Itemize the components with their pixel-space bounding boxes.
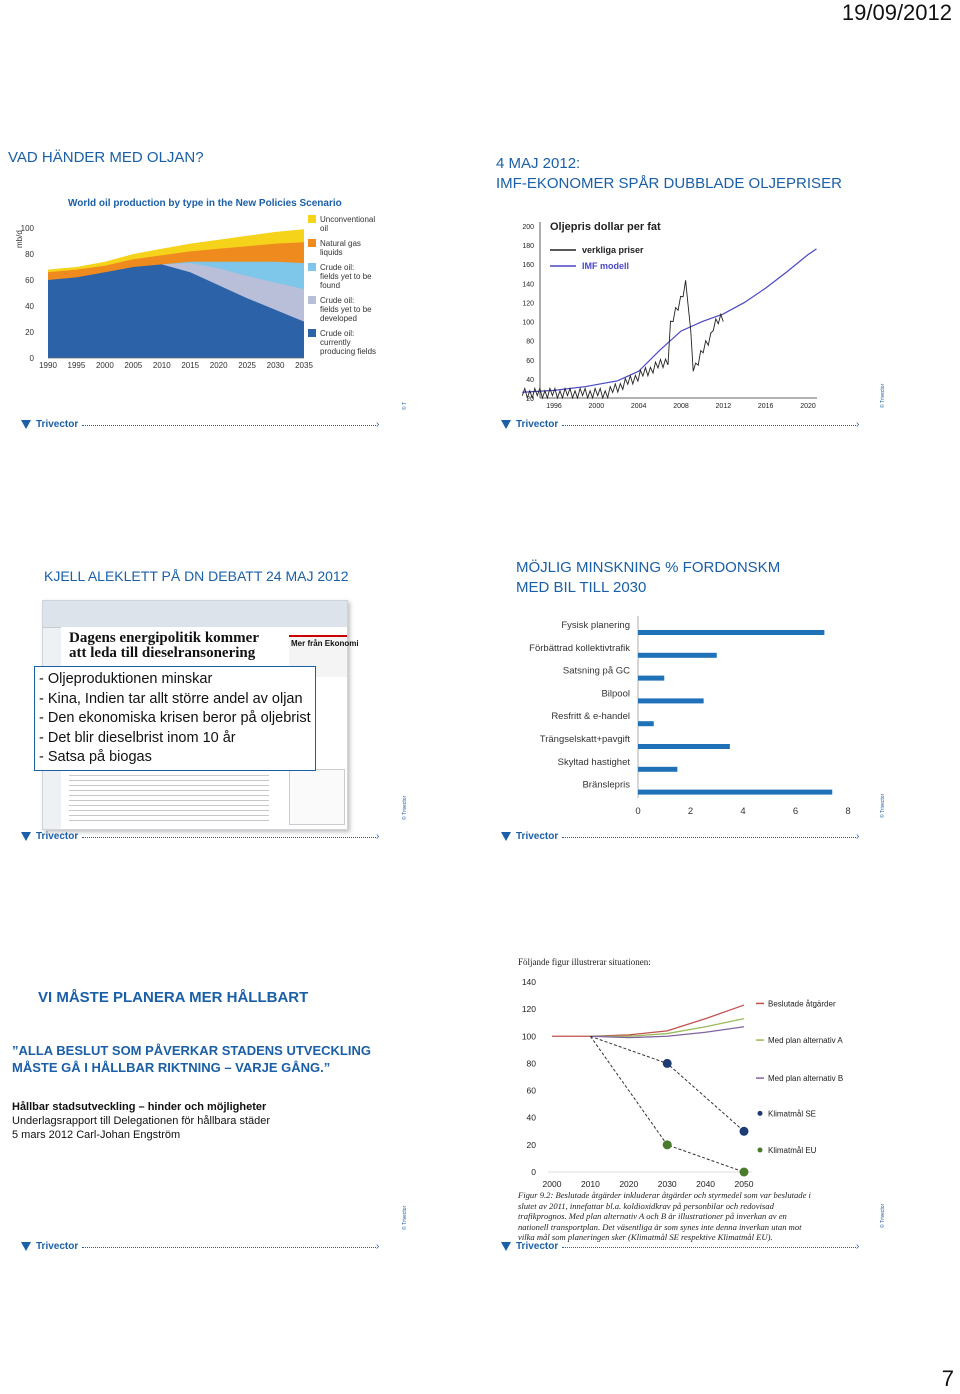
y-tick-label: 140 <box>521 977 536 987</box>
legend-label: Crude oil: <box>320 296 355 305</box>
y-tick-label: 80 <box>526 338 534 346</box>
trivector-logo <box>20 830 78 842</box>
slide-reduction-chart <box>480 550 960 850</box>
y-tick-label: 100 <box>522 319 534 327</box>
category-label: Skyltad hastighet <box>557 756 630 768</box>
x-tick-label: 6 <box>792 806 799 817</box>
caption-line-1: Figur 9.2: Beslutade åtgärder inkluderar åtgärder och styrmedel som var beslutade i <box>518 1190 811 1200</box>
trivector-mark-icon <box>500 1240 512 1252</box>
slide-title: KJELL ALEKLETT PÅ DN DEBATT 24 MAJ 2012 <box>44 568 349 584</box>
legend-label: fields yet to be <box>320 305 372 314</box>
x-ticks <box>546 403 816 410</box>
article-headline <box>69 631 259 661</box>
trivector-logo <box>20 1240 78 1252</box>
legend-label: found <box>320 281 341 290</box>
sidebar-label: Mer från Ekonomi <box>291 639 359 648</box>
legend-label: Natural gas <box>320 239 361 248</box>
legend-label: currently <box>320 338 351 347</box>
quote-line-2: MÅSTE GÅ I HÅLLBAR RIKTNING – VARJE GÅNG.” <box>12 1060 331 1075</box>
footer-divider <box>562 425 856 426</box>
imf-model-line <box>522 249 816 392</box>
chart-legend <box>756 999 843 1155</box>
bar <box>638 721 654 726</box>
legend-label: Klimatmål EU <box>768 1146 817 1155</box>
y-ticks <box>522 224 534 403</box>
chart-title: World oil production by type in the New Policies Scenario <box>68 198 342 209</box>
legend-swatch <box>308 215 316 223</box>
x-tick-label: 2035 <box>295 361 313 370</box>
target-point-eu <box>740 1168 749 1177</box>
x-tick-label: 2010 <box>580 1179 600 1189</box>
x-tick-label: 8 <box>845 806 851 817</box>
y-tick-label: 100 <box>20 224 34 233</box>
footer-divider <box>82 1247 376 1248</box>
x-tick-label: 2 <box>687 806 694 817</box>
footer-arrow-icon: › <box>856 1241 860 1252</box>
caption-line-4: nationell transportplan. Det väsentliga är som synes inte denna inverkan utan mot <box>518 1221 802 1232</box>
x-ticks <box>543 1179 754 1189</box>
slide-title: VI MÅSTE PLANERA MER HÅLLBART <box>38 989 309 1006</box>
x-tick-label: 2000 <box>588 403 605 410</box>
trivector-mark-icon <box>500 830 512 842</box>
legend-label: Crude oil: <box>320 329 355 338</box>
chart-legend <box>308 215 376 356</box>
copyright-vertical: © Trivector <box>880 1203 886 1228</box>
trivector-mark-icon <box>20 1240 32 1252</box>
target-point-se <box>663 1059 672 1068</box>
bar <box>638 630 824 635</box>
source-title: Hållbar stadsutveckling – hinder och möjligheter <box>12 1101 267 1113</box>
x-tick-label: 2005 <box>124 361 143 370</box>
target-point-eu <box>663 1140 672 1149</box>
y-tick-label: 40 <box>25 302 34 311</box>
footer-arrow-icon: › <box>856 831 860 842</box>
footer-divider <box>562 1247 856 1248</box>
trivector-mark-icon <box>20 418 32 430</box>
category-labels <box>529 620 630 791</box>
bars <box>638 630 832 795</box>
legend-label: Crude oil: <box>320 263 355 272</box>
caption-line-3: trafikprognos. Med plan alternativ A och B är illustrationer på inverkan av en <box>518 1211 787 1222</box>
x-tick-label: 2015 <box>181 361 200 370</box>
footer-divider <box>82 837 376 838</box>
x-tick-label: 1990 <box>39 361 57 370</box>
figure-caption <box>518 1190 811 1243</box>
trivector-logo <box>20 418 78 430</box>
legend-label: fields yet to be <box>320 272 372 281</box>
oil-price-chart <box>512 216 822 411</box>
x-tick-label: 2050 <box>734 1179 754 1189</box>
x-tick-label: 2020 <box>619 1179 639 1189</box>
bar <box>638 744 730 749</box>
bullet-5: - Satsa på biogas <box>39 749 152 765</box>
category-label: Trängselskatt+pavgift <box>539 734 630 745</box>
y-tick-label: 80 <box>526 1058 536 1069</box>
legend-label: Unconventional <box>320 215 376 224</box>
y-tick-label: 100 <box>521 1031 536 1042</box>
target-line-eu <box>590 1036 744 1172</box>
x-tick-label: 2000 <box>95 361 114 370</box>
bullet-3: - Den ekonomiska krisen beror på oljebrist <box>39 710 311 726</box>
y-tick-label: 40 <box>526 376 534 384</box>
y-tick-label: 180 <box>522 243 534 251</box>
bar <box>638 767 677 772</box>
x-tick-label: 4 <box>740 806 746 817</box>
x-tick-label: 0 <box>635 806 641 817</box>
reduction-bar-chart <box>480 612 880 822</box>
footer-divider <box>82 425 376 426</box>
y-tick-label: 200 <box>522 224 534 231</box>
legend-label: producing fields <box>320 347 377 356</box>
title-line-2: MED BIL TILL 2030 <box>516 579 647 596</box>
x-tick-label: 2030 <box>266 361 285 370</box>
logo-text: Trivector <box>36 418 79 430</box>
emission-scenario-chart <box>512 954 872 1192</box>
source-line-3: 5 mars 2012 Carl-Johan Engström <box>12 1129 181 1141</box>
x-tick-label: 2030 <box>657 1179 677 1189</box>
logo-text: Trivector <box>516 1240 559 1252</box>
title-line-1: MÖJLIG MINSKNING % FORDONSKM <box>516 559 781 576</box>
legend-swatch <box>308 329 316 337</box>
bar <box>638 676 664 681</box>
article-body-lines <box>69 771 269 823</box>
copyright-vertical: © Trivector <box>402 1205 408 1230</box>
x-tick-label: 1995 <box>67 361 86 370</box>
bullet-4: - Det blir dieselbrist inom 10 år <box>39 729 236 746</box>
logo-text: Trivector <box>516 830 559 842</box>
quote <box>12 1042 371 1076</box>
bar <box>638 698 704 703</box>
footer-arrow-icon: › <box>376 1241 380 1252</box>
slide-title <box>496 154 842 194</box>
legend-swatch <box>308 263 316 271</box>
footer-arrow-icon: › <box>376 831 380 842</box>
trivector-mark-icon <box>20 830 32 842</box>
source-reference <box>12 1100 270 1142</box>
x-tick-label: 2020 <box>209 361 228 370</box>
chart-legend <box>550 245 644 271</box>
page-number: 7 <box>941 1366 954 1391</box>
copyright-vertical: © Trivector <box>880 793 886 818</box>
category-label: Bränslepris <box>582 779 630 791</box>
x-tick-label: 2008 <box>673 403 689 410</box>
area-series <box>48 229 304 358</box>
legend-label: developed <box>320 314 357 323</box>
logo-text: Trivector <box>516 418 559 430</box>
y-tick-label: 60 <box>526 1085 536 1096</box>
slide-plan-sustainably <box>0 960 480 1260</box>
browser-toolbar <box>43 601 347 628</box>
y-tick-label: 140 <box>522 281 534 289</box>
x-tick-label: 2016 <box>757 403 774 410</box>
slide-title <box>516 558 780 598</box>
scenario-line <box>552 1005 744 1036</box>
legend-label: Beslutade åtgärder <box>768 999 836 1009</box>
headline-line-2: att leda till dieselransonering <box>69 645 256 661</box>
y-tick-label: 20 <box>526 396 534 403</box>
x-tick-label: 2040 <box>696 1179 716 1189</box>
title-line-2: IMF-EKONOMER SPÅR DUBBLADE OLJEPRISER <box>496 175 842 192</box>
caption-line-5: vilka mål som planeringen sker (Klimatmål SE respektive Klimatmål EU). <box>518 1232 773 1243</box>
legend-label: oil <box>320 224 329 233</box>
category-label: Förbättrad kollektivtrafik <box>529 642 630 654</box>
y-tick-label: 120 <box>522 300 534 308</box>
chart-heading: Följande figur illustrerar situationen: <box>518 957 651 967</box>
x-tick-label: 2000 <box>542 1179 562 1189</box>
caption-line-2: slutet av 2011, innefattar bl.a. koldioxidkrav på personbilar och redovisad <box>518 1200 774 1211</box>
summary-callout <box>34 666 316 771</box>
page-date: 19/09/2012 <box>841 0 952 25</box>
slide-emission-scenarios <box>480 950 960 1260</box>
x-tick-label: 2012 <box>715 403 732 410</box>
target-line-se <box>590 1036 744 1131</box>
y-tick-label: 60 <box>25 276 34 285</box>
copyright-vertical: © Trivector <box>880 383 886 408</box>
x-ticks <box>39 361 313 370</box>
chart-title: Oljepris dollar per fat <box>550 221 661 233</box>
y-tick-label: 0 <box>29 354 34 363</box>
category-label: Resfritt & e-handel <box>551 711 630 723</box>
source-line-2: Underlagsrapport till Delegationen för hållbara städer <box>12 1115 271 1127</box>
x-tick-label: 2020 <box>800 403 816 410</box>
legend-label: Klimatmål SE <box>768 1109 817 1119</box>
y-tick-label: 40 <box>526 1112 536 1123</box>
slide-title: VAD HÄNDER MED OLJAN? <box>8 149 204 166</box>
scenario-lines <box>548 1005 752 1176</box>
actual-price-line <box>522 280 723 398</box>
article-mini-chart <box>289 769 345 825</box>
target-point-se <box>740 1127 749 1136</box>
legend-swatch <box>758 1111 763 1116</box>
y-ticks <box>522 977 536 1177</box>
category-label: Bilpool <box>601 688 630 700</box>
x-tick-label: 1996 <box>546 403 562 410</box>
trivector-mark-icon <box>500 418 512 430</box>
y-tick-label: 160 <box>522 262 534 270</box>
copyright-vertical: © T <box>402 401 408 410</box>
legend-swatch <box>758 1148 763 1153</box>
footer-arrow-icon: › <box>376 419 380 430</box>
footer-divider <box>562 837 856 838</box>
slide-oil-future <box>0 140 480 440</box>
quote-line-1: ”ALLA BESLUT SOM PÅVERKAR STADENS UTVECKLING <box>12 1043 371 1058</box>
y-tick-label: 60 <box>526 357 534 365</box>
y-tick-label: 20 <box>25 328 34 337</box>
copyright-vertical: © Trivector <box>402 795 408 820</box>
bullet-1: - Oljeproduktionen minskar <box>39 671 213 687</box>
legend-swatch <box>308 239 316 247</box>
bar <box>638 653 717 658</box>
y-tick-label: 0 <box>531 1167 536 1177</box>
oil-production-chart <box>12 188 392 388</box>
trivector-logo <box>500 1240 558 1252</box>
x-tick-label: 2010 <box>152 361 171 370</box>
slide-imf-oil-price <box>480 140 960 440</box>
logo-text: Trivector <box>36 830 79 842</box>
slide-aleklett-debate <box>0 550 480 850</box>
bullet-2: - Kina, Indien tar allt större andel av oljan <box>39 690 303 707</box>
logo-text: Trivector <box>36 1240 79 1252</box>
trivector-logo <box>500 830 558 842</box>
legend-label: IMF modell <box>582 261 629 271</box>
legend-label: Med plan alternativ A <box>768 1036 843 1046</box>
legend-label: Med plan alternativ B <box>768 1074 844 1084</box>
x-tick-label: 2004 <box>630 403 647 410</box>
x-ticks <box>635 806 850 817</box>
x-tick-label: 2025 <box>238 361 257 370</box>
legend-label: verkliga priser <box>582 245 644 255</box>
title-line-1: 4 MAJ 2012: <box>496 155 581 172</box>
footer-arrow-icon: › <box>856 419 860 430</box>
y-tick-label: 20 <box>526 1139 536 1150</box>
category-label: Fysisk planering <box>561 620 630 631</box>
trivector-logo <box>500 418 558 430</box>
headline-line-1: Dagens energipolitik kommer <box>69 630 259 646</box>
legend-swatch <box>308 296 316 304</box>
legend-label: liquids <box>320 248 343 257</box>
y-axis-label: mb/d <box>15 230 24 248</box>
bar <box>638 790 832 795</box>
y-tick-label: 80 <box>25 250 34 259</box>
scenario-line <box>590 1019 744 1037</box>
category-label: Satsning på GC <box>562 665 630 677</box>
y-tick-label: 120 <box>521 1004 536 1015</box>
